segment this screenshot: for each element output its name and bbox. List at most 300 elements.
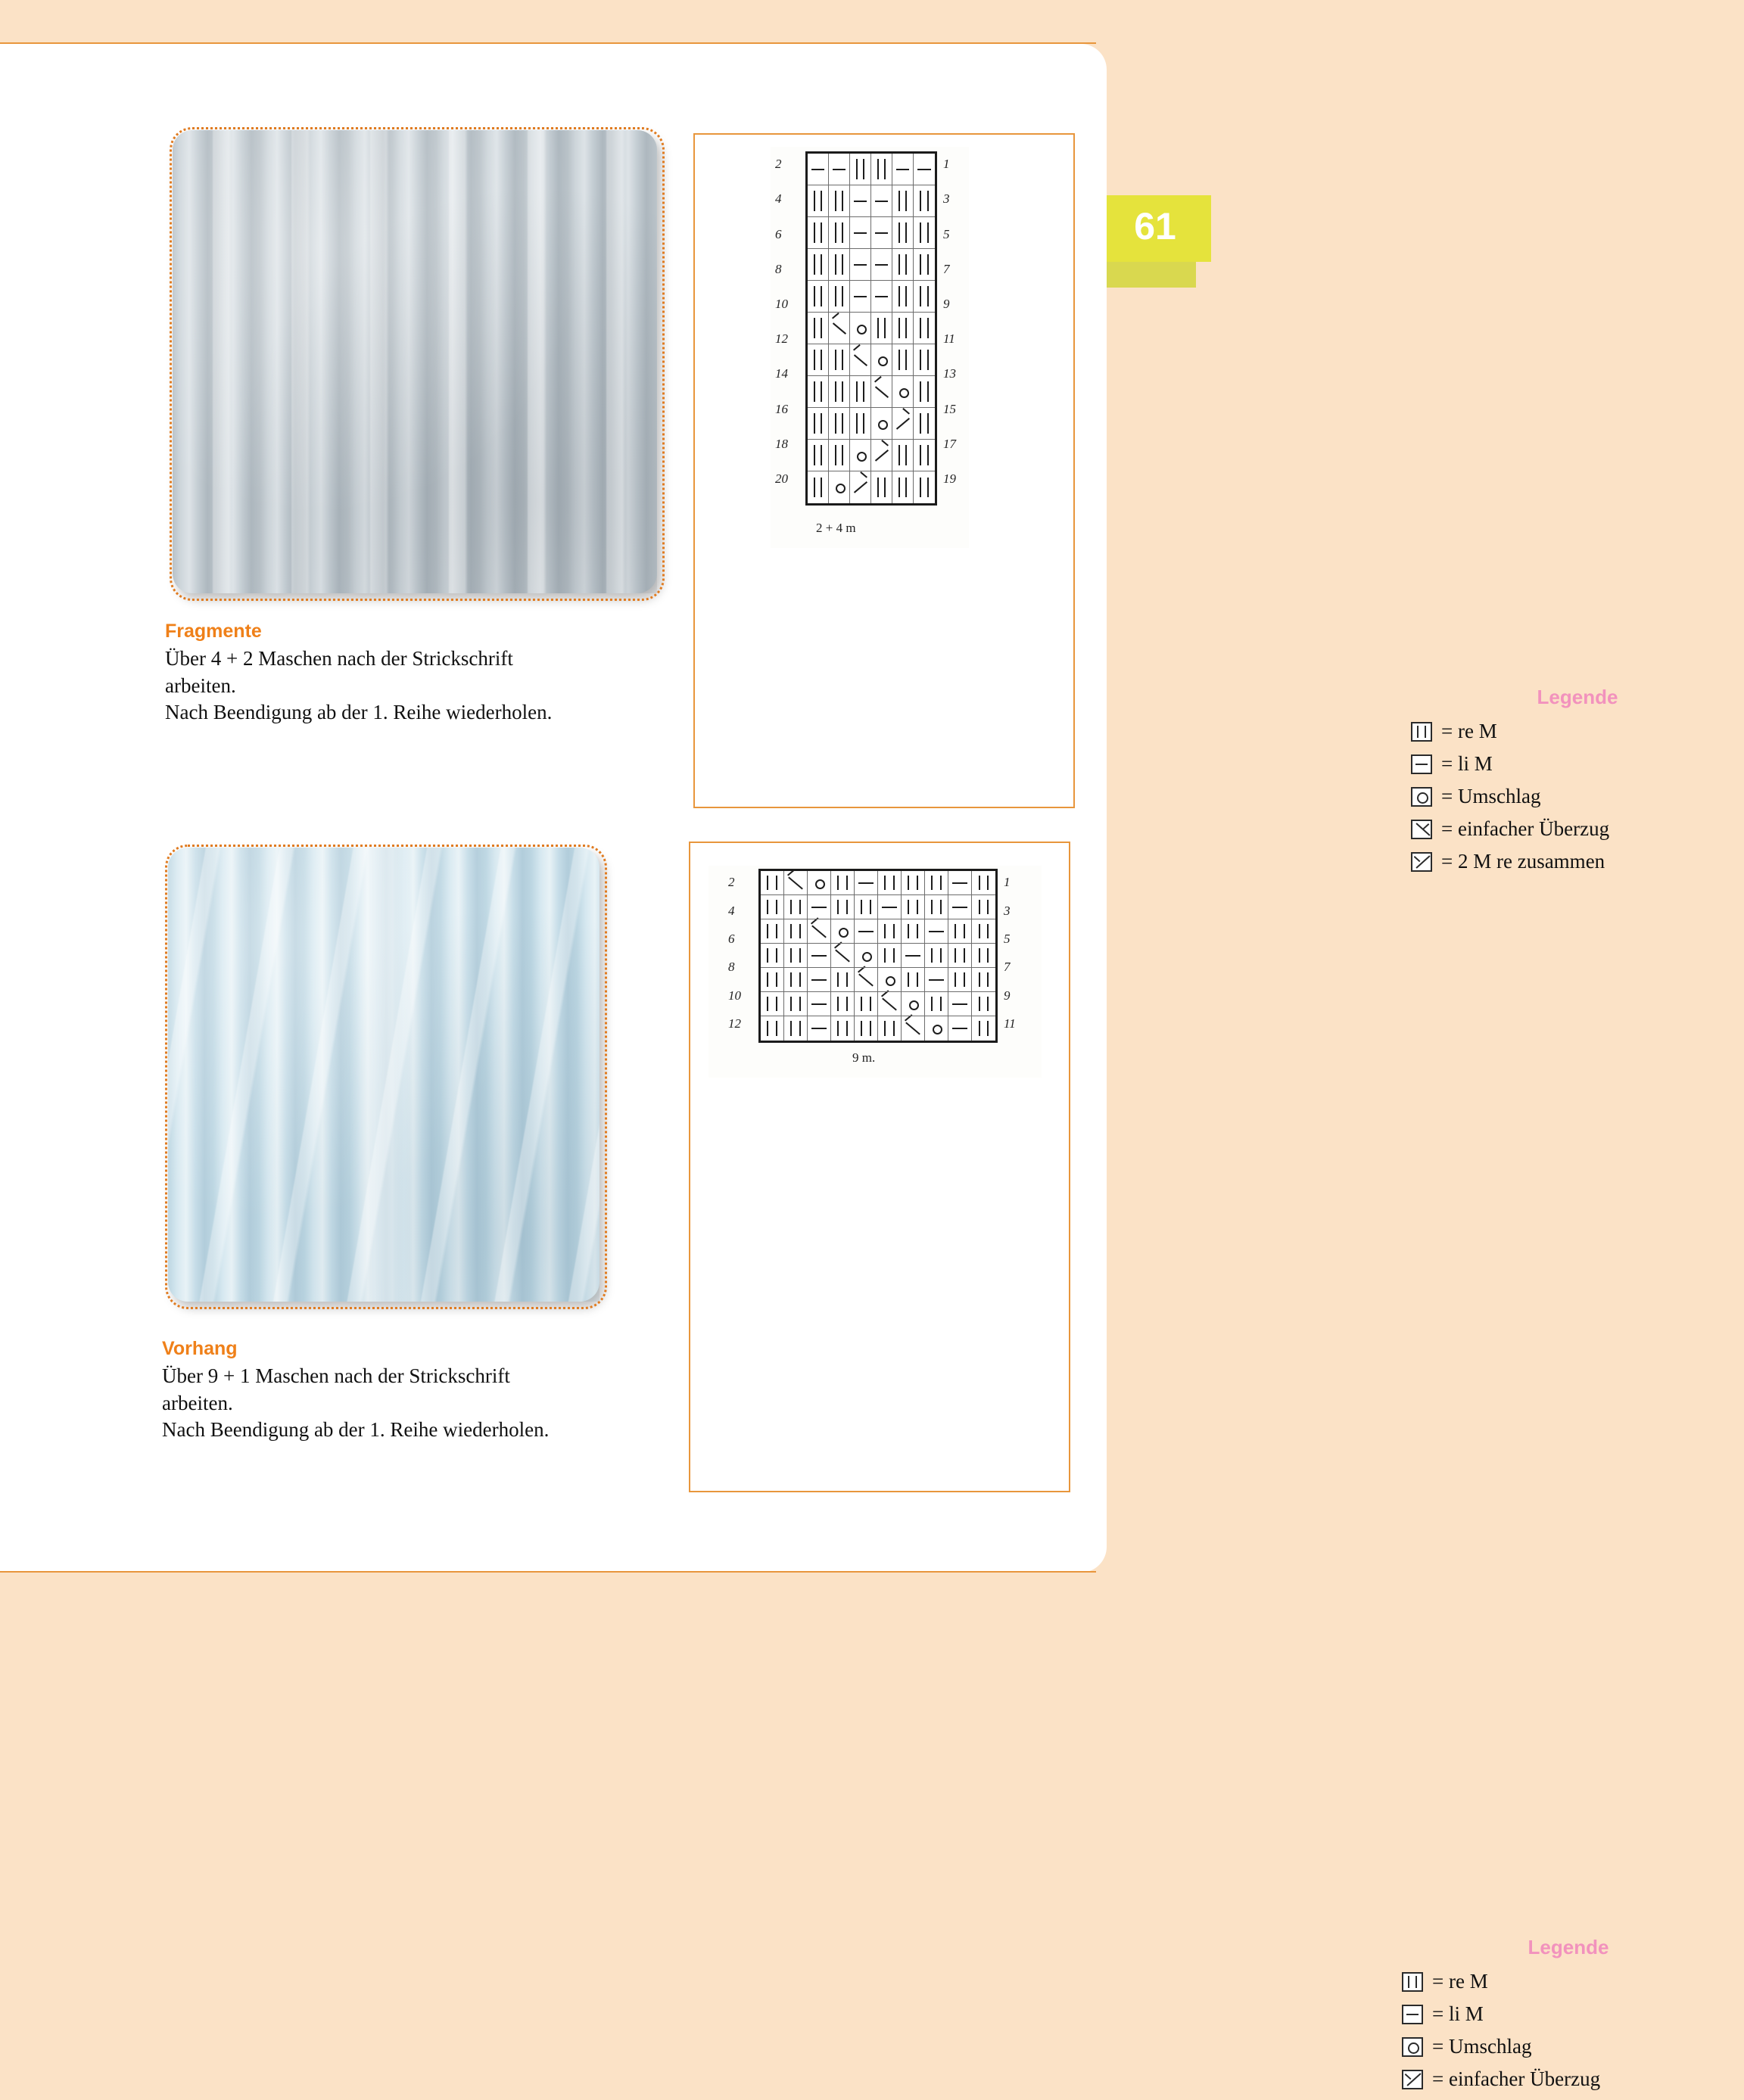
- chart-row-number-left: 16: [775, 401, 788, 416]
- chart-cell: [855, 919, 878, 944]
- page-rule-bottom: [0, 1571, 1096, 1573]
- re-stitch-icon: [831, 871, 854, 894]
- li-stitch-icon: [925, 968, 948, 991]
- page-tab-fold: [1107, 262, 1196, 288]
- chart-row-number-right: 7: [943, 261, 950, 276]
- chart-grid: [708, 866, 1042, 1055]
- yarn-over-icon: [850, 440, 870, 471]
- chart-cell: [878, 919, 902, 944]
- re-stitch-icon: [850, 376, 870, 407]
- chart-cell: [784, 919, 808, 944]
- yarn-over-icon: [808, 871, 830, 894]
- chart-repeat-caption: 9 m.: [852, 1050, 876, 1065]
- chart-row-number-left: 18: [775, 436, 788, 451]
- li-stitch-icon: [1402, 2005, 1423, 2024]
- chart-row-number-left: 12: [728, 1016, 741, 1031]
- chart-cell: [784, 895, 808, 919]
- chart-cell: [892, 408, 914, 440]
- chart-cell: [878, 871, 902, 895]
- simple-overcast-icon: [831, 944, 854, 967]
- chart-cell: [829, 154, 850, 185]
- yarn-over-icon: [902, 992, 924, 1016]
- legend-row: [1411, 785, 1744, 808]
- k2tog-icon: [1411, 852, 1432, 872]
- re-stitch-icon: [829, 344, 849, 375]
- re-stitch-icon: [878, 1016, 901, 1041]
- chart-cell: [761, 992, 784, 1016]
- chart-cell: [855, 968, 878, 992]
- chart-cell: [892, 440, 914, 471]
- chart-cell: [972, 919, 995, 944]
- re-stitch-icon: [925, 992, 948, 1016]
- chart-row-number-right: 3: [943, 191, 950, 207]
- chart-cell: [871, 185, 892, 217]
- chart-row-number-left: 6: [775, 226, 782, 241]
- re-stitch-icon: [850, 408, 870, 439]
- chart-cell: [871, 440, 892, 471]
- chart-row-number-left: 10: [728, 988, 741, 1003]
- re-stitch-icon: [914, 440, 935, 471]
- re-stitch-icon: [914, 281, 935, 312]
- simple-overcast-icon: [902, 1016, 924, 1041]
- chart-row-number-right: 13: [943, 366, 956, 381]
- re-stitch-icon: [761, 895, 783, 919]
- re-stitch-icon: [925, 871, 948, 894]
- chart-repeat-caption: 2 + 4 m: [816, 521, 856, 535]
- chart-cell: [808, 968, 831, 992]
- re-stitch-icon: [784, 968, 807, 991]
- re-stitch-icon: [892, 185, 913, 216]
- chart-cell: [914, 408, 935, 440]
- chart-cell: [914, 217, 935, 249]
- re-stitch-icon: [784, 895, 807, 919]
- chart-row-number-left: 2: [775, 157, 782, 172]
- re-stitch-icon: [972, 1016, 995, 1041]
- legend-row: [1411, 752, 1744, 776]
- chart-cell: [808, 944, 831, 968]
- chart-cell: [925, 968, 948, 992]
- re-stitch-icon: [892, 313, 913, 344]
- chart-cell: [871, 408, 892, 440]
- re-stitch-icon: [914, 471, 935, 503]
- chart-row-number-right: 9: [943, 297, 950, 311]
- re-stitch-icon: [925, 895, 948, 919]
- re-stitch-icon: [892, 344, 913, 375]
- re-stitch-icon: [948, 944, 971, 967]
- yarn-over-icon: [878, 968, 901, 991]
- legend-row: [1411, 850, 1744, 873]
- chart-cell: [972, 968, 995, 992]
- re-stitch-icon: [972, 919, 995, 943]
- re-stitch-icon: [761, 968, 783, 991]
- chart-row-number-left: 8: [728, 960, 735, 975]
- chart-cell: [850, 154, 871, 185]
- re-stitch-icon: [972, 968, 995, 991]
- li-stitch-icon: [914, 154, 935, 185]
- chart-cell: [972, 992, 995, 1016]
- li-stitch-icon: [808, 992, 830, 1016]
- chart-cell: [878, 895, 902, 919]
- li-stitch-icon: [808, 944, 830, 967]
- re-stitch-icon: [829, 217, 849, 248]
- li-stitch-icon: [948, 871, 971, 894]
- chart-cell: [871, 471, 892, 503]
- legend-label: = li M: [1432, 2002, 1484, 2025]
- chart-cell: [914, 249, 935, 281]
- chart-cell: [829, 185, 850, 217]
- li-stitch-icon: [808, 968, 830, 991]
- simple-overcast-icon: [1411, 820, 1432, 839]
- yarn-over-icon: [850, 313, 870, 344]
- chart-cell: [808, 440, 829, 471]
- li-stitch-icon: [850, 281, 870, 312]
- chart-cell: [831, 944, 855, 968]
- re-stitch-icon: [855, 1016, 877, 1041]
- simple-overcast-icon: [855, 968, 877, 991]
- chart-row-number-right: 9: [1004, 988, 1011, 1003]
- re-stitch-icon: [829, 440, 849, 471]
- chart-cell: [914, 440, 935, 471]
- re-stitch-icon: [871, 471, 892, 503]
- chart-cell: [829, 440, 850, 471]
- chart-cell: [892, 471, 914, 503]
- chart-row-number-right: 1: [943, 157, 950, 172]
- re-stitch-icon: [829, 408, 849, 439]
- chart-cell: [850, 217, 871, 249]
- chart-cell: [925, 992, 948, 1016]
- re-stitch-icon: [902, 919, 924, 943]
- li-stitch-icon: [871, 185, 892, 216]
- li-stitch-icon: [855, 919, 877, 943]
- chart-cell: [761, 871, 784, 895]
- chart-cell: [892, 217, 914, 249]
- chart-row-number-left: 6: [728, 932, 735, 946]
- yarn-over-icon: [871, 408, 892, 439]
- chart-grid: [771, 147, 969, 525]
- chart-cell: [855, 992, 878, 1016]
- yarn-over-icon: [829, 471, 849, 503]
- re-stitch-icon: [925, 944, 948, 967]
- yarn-over-icon: [1411, 787, 1432, 807]
- pattern-title-vorhang: Vorhang: [162, 1338, 238, 1359]
- chart-cell: [850, 440, 871, 471]
- re-stitch-icon: [829, 185, 849, 216]
- chart-cell: [850, 376, 871, 408]
- re-stitch-icon: [855, 992, 877, 1016]
- li-stitch-icon: [925, 919, 948, 943]
- simple-overcast-icon: [878, 992, 901, 1016]
- re-stitch-icon: [878, 919, 901, 943]
- yarn-over-icon: [1402, 2037, 1423, 2057]
- chart-cell: [831, 871, 855, 895]
- chart-cell: [948, 895, 972, 919]
- chart-cell: [914, 281, 935, 313]
- chart-cell: [850, 281, 871, 313]
- chart-cell: [972, 871, 995, 895]
- re-stitch-icon: [831, 992, 854, 1016]
- legend-row: [1411, 720, 1744, 743]
- k2tog-icon: [871, 440, 892, 471]
- re-stitch-icon: [761, 919, 783, 943]
- re-stitch-icon: [784, 944, 807, 967]
- re-stitch-icon: [829, 249, 849, 280]
- re-stitch-icon: [914, 217, 935, 248]
- legend-title: Legende: [1528, 1936, 1609, 1958]
- chart-cell: [808, 154, 829, 185]
- re-stitch-icon: [878, 944, 901, 967]
- li-stitch-icon: [855, 871, 877, 894]
- chart-cell: [784, 992, 808, 1016]
- chart-cell: [892, 344, 914, 376]
- re-stitch-icon: [808, 249, 828, 280]
- re-stitch-icon: [914, 344, 935, 375]
- li-stitch-icon: [878, 895, 901, 919]
- re-stitch-icon: [902, 968, 924, 991]
- chart-cell: [829, 471, 850, 503]
- re-stitch-icon: [761, 1016, 783, 1041]
- li-stitch-icon: [850, 249, 870, 280]
- re-stitch-icon: [761, 992, 783, 1016]
- li-stitch-icon: [829, 154, 849, 185]
- li-stitch-icon: [808, 895, 830, 919]
- re-stitch-icon: [972, 871, 995, 894]
- re-stitch-icon: [914, 249, 935, 280]
- yarn-over-icon: [855, 944, 877, 967]
- chart-cell: [914, 313, 935, 344]
- chart-cell: [892, 249, 914, 281]
- re-stitch-icon: [808, 440, 828, 471]
- chart-row-number-right: 11: [943, 331, 955, 347]
- legend-label: = 2 M re zusammen: [1441, 850, 1605, 873]
- legend-label: = Umschlag: [1432, 2035, 1532, 2058]
- chart-cell: [808, 919, 831, 944]
- chart-row-number-left: 20: [775, 471, 788, 486]
- re-stitch-icon: [831, 1016, 854, 1041]
- pattern-body-line: Über 9 + 1 Maschen nach der Strickschrift: [162, 1364, 510, 1387]
- chart-cell: [925, 895, 948, 919]
- chart-cell: [948, 992, 972, 1016]
- simple-overcast-icon: [1402, 2070, 1423, 2089]
- chart-cell: [902, 919, 925, 944]
- chart-cell: [948, 919, 972, 944]
- legend-label: = li M: [1441, 752, 1493, 775]
- k2tog-icon: [850, 471, 870, 503]
- chart-row-number-right: 19: [943, 471, 956, 486]
- chart-cell: [892, 185, 914, 217]
- chart-cell: [850, 313, 871, 344]
- chart-row-number-right: 15: [943, 401, 956, 416]
- re-stitch-icon: [914, 408, 935, 439]
- li-stitch-icon: [902, 944, 924, 967]
- chart-cell: [948, 1016, 972, 1041]
- chart-cell: [972, 944, 995, 968]
- chart-cell: [972, 895, 995, 919]
- chart-cell: [902, 944, 925, 968]
- chart-cell: [808, 217, 829, 249]
- legend-fragmente: [1411, 686, 1744, 882]
- chart-cell: [892, 313, 914, 344]
- re-stitch-icon: [1411, 722, 1432, 742]
- chart-row-number-right: 7: [1004, 960, 1011, 975]
- re-stitch-icon: [855, 895, 877, 919]
- li-stitch-icon: [948, 895, 971, 919]
- chart-panel-fragmente: [693, 133, 1618, 873]
- chart-cell: [914, 344, 935, 376]
- re-stitch-icon: [878, 871, 901, 894]
- chart-cell: [871, 313, 892, 344]
- li-stitch-icon: [850, 217, 870, 248]
- chart-cell: [871, 217, 892, 249]
- re-stitch-icon: [1402, 1972, 1423, 1992]
- chart-cell: [829, 281, 850, 313]
- chart-cell: [948, 871, 972, 895]
- chart-cell: [808, 408, 829, 440]
- chart-cell: [761, 895, 784, 919]
- yarn-over-icon: [925, 1016, 948, 1041]
- simple-overcast-icon: [850, 344, 870, 375]
- re-stitch-icon: [829, 281, 849, 312]
- chart-cell: [808, 281, 829, 313]
- re-stitch-icon: [902, 871, 924, 894]
- chart-cell: [855, 1016, 878, 1041]
- chart-cell: [925, 871, 948, 895]
- chart-row-number-left: 4: [775, 191, 782, 207]
- chart-cell: [925, 919, 948, 944]
- chart-cell: [850, 185, 871, 217]
- chart-cell: [855, 871, 878, 895]
- chart-cell: [902, 895, 925, 919]
- chart-cell: [902, 871, 925, 895]
- re-stitch-icon: [831, 895, 854, 919]
- chart-cell: [871, 344, 892, 376]
- re-stitch-icon: [892, 471, 913, 503]
- chart-cell: [829, 249, 850, 281]
- li-stitch-icon: [808, 1016, 830, 1041]
- chart-cell: [902, 968, 925, 992]
- chart-cell: [784, 871, 808, 895]
- chart-cell: [850, 408, 871, 440]
- chart-cell: [808, 992, 831, 1016]
- chart-row-number-right: 5: [943, 226, 950, 241]
- k2tog-icon: [892, 408, 913, 439]
- chart-cell: [761, 968, 784, 992]
- chart-cell: [808, 376, 829, 408]
- chart-row-number-right: 11: [1004, 1016, 1016, 1031]
- re-stitch-icon: [808, 281, 828, 312]
- re-stitch-icon: [808, 376, 828, 407]
- re-stitch-icon: [761, 871, 783, 894]
- re-stitch-icon: [784, 919, 807, 943]
- li-stitch-icon: [871, 281, 892, 312]
- chart-row-number-right: 17: [943, 436, 956, 451]
- chart-cell: [871, 249, 892, 281]
- re-stitch-icon: [972, 895, 995, 919]
- chart-row-number-right: 3: [1004, 903, 1011, 918]
- li-stitch-icon: [808, 154, 828, 185]
- chart-cell: [871, 154, 892, 185]
- chart-cell: [914, 154, 935, 185]
- pattern-swatch-fragmente: [173, 130, 657, 593]
- chart-row-number-right: 5: [1004, 932, 1011, 946]
- chart-cell: [831, 968, 855, 992]
- chart-cell: [808, 344, 829, 376]
- li-stitch-icon: [871, 249, 892, 280]
- re-stitch-icon: [892, 440, 913, 471]
- simple-overcast-icon: [784, 871, 807, 894]
- re-stitch-icon: [784, 1016, 807, 1041]
- chart-cell: [871, 281, 892, 313]
- re-stitch-icon: [808, 471, 828, 503]
- chart-cell: [850, 249, 871, 281]
- chart-cell: [829, 217, 850, 249]
- legend-row: [1402, 2035, 1735, 2058]
- legend-row: [1411, 817, 1744, 841]
- chart-cell: [914, 376, 935, 408]
- pattern-body-line: arbeiten.: [162, 1391, 233, 1414]
- page-number-tab: [1107, 195, 1211, 288]
- chart-cell: [892, 154, 914, 185]
- pattern-body-line: Nach Beendigung ab der 1. Reihe wiederholen.: [162, 1418, 550, 1442]
- knitting-chart-fragmente: [771, 147, 969, 548]
- chart-row-number-left: 12: [775, 331, 788, 347]
- knitting-chart-vorhang: [708, 866, 1042, 1078]
- chart-cell: [892, 376, 914, 408]
- simple-overcast-icon: [829, 313, 849, 344]
- chart-cell: [948, 968, 972, 992]
- chart-cell: [878, 968, 902, 992]
- chart-cell: [850, 344, 871, 376]
- re-stitch-icon: [808, 408, 828, 439]
- pattern-swatch-vorhang: [168, 848, 600, 1302]
- re-stitch-icon: [808, 185, 828, 216]
- chart-cell: [808, 1016, 831, 1041]
- chart-cell: [808, 185, 829, 217]
- page-number: 61: [1134, 205, 1176, 247]
- legend-row: [1402, 1970, 1735, 1993]
- li-stitch-icon: [1411, 754, 1432, 774]
- chart-cell: [831, 992, 855, 1016]
- chart-cell: [925, 944, 948, 968]
- pattern-body-line: Nach Beendigung ab der 1. Reihe wiederholen.: [165, 701, 553, 724]
- chart-cell: [892, 281, 914, 313]
- chart-cell: [925, 1016, 948, 1041]
- re-stitch-icon: [972, 944, 995, 967]
- chart-cell: [902, 992, 925, 1016]
- chart-cell: [761, 944, 784, 968]
- chart-cell: [808, 249, 829, 281]
- chart-cell: [878, 992, 902, 1016]
- chart-cell: [902, 1016, 925, 1041]
- chart-cell: [808, 895, 831, 919]
- chart-cell: [878, 1016, 902, 1041]
- pattern-title-fragmente: Fragmente: [165, 621, 262, 642]
- re-stitch-icon: [914, 313, 935, 344]
- re-stitch-icon: [892, 217, 913, 248]
- chart-cell: [761, 919, 784, 944]
- li-stitch-icon: [948, 992, 971, 1016]
- chart-cell: [914, 185, 935, 217]
- re-stitch-icon: [892, 249, 913, 280]
- re-stitch-icon: [808, 313, 828, 344]
- chart-row-number-left: 2: [728, 875, 735, 890]
- legend-label: = einfacher Überzug: [1432, 2067, 1601, 2090]
- pattern-caption-fragmente: [165, 621, 634, 726]
- chart-cell: [829, 376, 850, 408]
- legend-title: Legende: [1537, 686, 1618, 708]
- re-stitch-icon: [902, 895, 924, 919]
- chart-cell: [829, 313, 850, 344]
- re-stitch-icon: [784, 992, 807, 1016]
